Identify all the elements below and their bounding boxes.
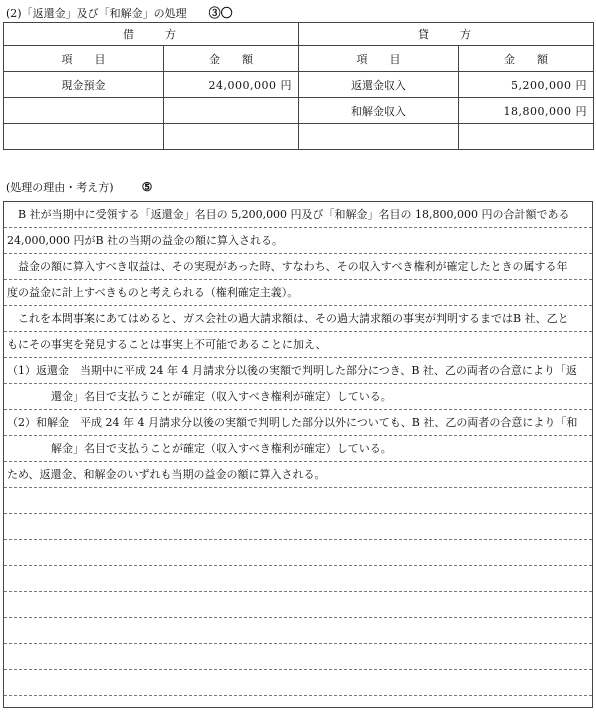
answer-line: B 社が当期中に受領する「返還金」名目の 5,200,000 円及び「和解金」名目の 18,800,000 円の合計額である	[4, 202, 592, 228]
answer-line: 24,000,000 円がB 社の当期の益金の額に算入される。	[4, 228, 592, 254]
debit-amount-cell: 24,000,000 円	[164, 72, 299, 98]
credit-amount-cell: 18,800,000 円	[459, 98, 594, 124]
table-side-row	[4, 23, 594, 46]
answer-line	[4, 488, 592, 514]
reason-score-mark: ⑤	[141, 180, 153, 194]
table-row	[4, 124, 594, 150]
debit-amount-cell	[164, 98, 299, 124]
table-row	[4, 98, 594, 124]
answer-line	[4, 566, 592, 592]
answer-line	[4, 592, 592, 618]
debit-item-header: 項 目	[4, 46, 164, 72]
credit-item-cell: 和解金収入	[299, 98, 459, 124]
answer-line: これを本問事案にあてはめると、ガス会社の過大請求額は、その過大請求額の事実が判明するまではB 社、乙と	[4, 306, 592, 332]
answer-line: 度の益金に計上すべきものと考えられる（権利確定主義）。	[4, 280, 592, 306]
answer-line: ため、返還金、和解金のいずれも当期の益金の額に算入される。	[4, 462, 592, 488]
credit-amount-cell	[459, 124, 594, 150]
answer-line: 還金」名目で支払うことが確定（収入すべき権利が確定）している。	[4, 384, 592, 410]
reason-answer-box	[3, 201, 593, 708]
answer-line	[4, 618, 592, 644]
answer-line	[4, 514, 592, 540]
answer-line: 解金」名目で支払うことが確定（収入すべき権利が確定）している。	[4, 436, 592, 462]
credit-item-header: 項 目	[299, 46, 459, 72]
debit-item-cell	[4, 124, 164, 150]
credit-item-cell	[299, 124, 459, 150]
answer-line: 益金の額に算入すべき収益は、その実現があった時、すなわち、その収入すべき権利が確定したときの属する年	[4, 254, 592, 280]
credit-amount-header: 金 額	[459, 46, 594, 72]
debit-amount-cell	[164, 124, 299, 150]
score-mark: ③〇	[208, 6, 233, 20]
table-row	[4, 72, 594, 98]
answer-line	[4, 696, 592, 722]
debit-amount-header: 金 額	[164, 46, 299, 72]
answer-line	[4, 644, 592, 670]
reason-heading	[6, 179, 152, 195]
answer-line	[4, 540, 592, 566]
answer-line: （1）返還金 当期中に平成 24 年 4 月請求分以後の実額で判明した部分につき、B 社、乙の両者の合意により「返	[4, 358, 592, 384]
credit-item-cell: 返還金収入	[299, 72, 459, 98]
answer-line: （2）和解金 平成 24 年 4 月請求分以後の実額で判明した部分以外についても、B 社、乙の両者の合意により「和	[4, 410, 592, 436]
credit-amount-cell: 5,200,000 円	[459, 72, 594, 98]
table-header-row	[4, 46, 594, 72]
answer-line	[4, 670, 592, 696]
section-title: (2)「返還金」及び「和解金」の処理	[6, 7, 187, 20]
debit-header: 借 方	[4, 23, 299, 46]
answer-line: もにその事実を発見することは事実上不可能であることに加え、	[4, 332, 592, 358]
reason-title: (処理の理由・考え方)	[6, 181, 114, 194]
debit-item-cell: 現金預金	[4, 72, 164, 98]
credit-header: 貸 方	[299, 23, 594, 46]
section-heading	[6, 4, 233, 21]
journal-entry-table	[3, 22, 594, 150]
debit-item-cell	[4, 98, 164, 124]
